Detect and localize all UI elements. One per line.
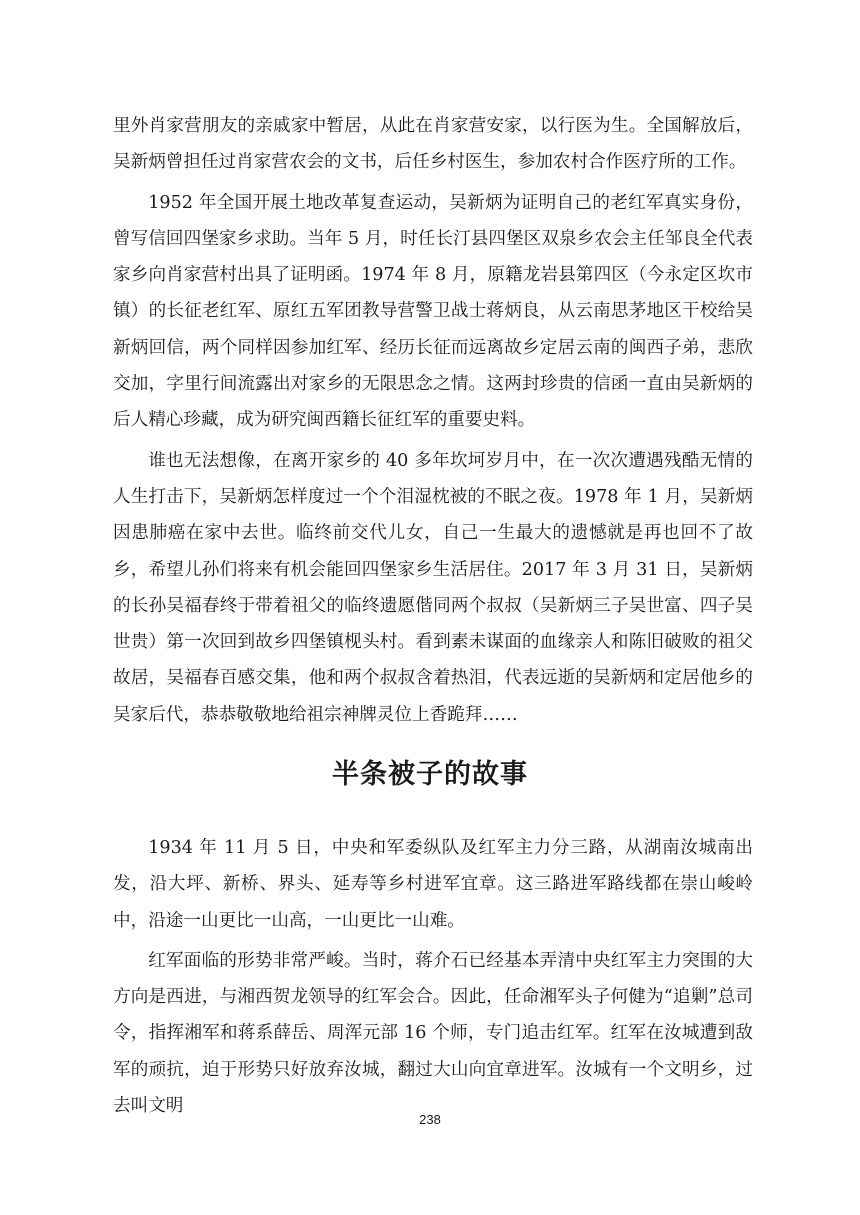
paragraph-march-1934: 1934 年 11 月 5 日，中央和军委纵队及红军主力分三路，从湖南汝城南出发，沿大坪、新桥、界头、延寿等乡村进军宜章。这三路进军路线都在崇山峻岭中，沿途一山更比一山高，一山更比一山难。 bbox=[113, 838, 753, 931]
section-2-text bbox=[113, 830, 753, 1128]
section-1-text bbox=[113, 108, 753, 737]
paragraph-continuation: 里外肖家营朋友的亲戚家中暂居，从此在肖家营安家，以行医为生。全国解放后，吴新炳曾担任过肖家营农会的文书，后任乡村医生，参加农村合作医疗所的工作。 bbox=[113, 116, 753, 173]
paragraph-situation: 红军面临的形势非常严峻。当时，蒋介石已经基本弄清中央红军主力突围的大方向是西进，与湘西贺龙领导的红军会合。因此，任命湘军头子何健为“追剿”总司令，指挥湘军和蒋系薛岳、周浑元部 16 个师，专门追击红军。红军在汝城遭到敌军的顽抗，迫于形势只好放弃汝城，翻过大山向宜章进军。汝城有一个文明乡，过去叫文明 bbox=[113, 950, 753, 1117]
paragraph-1952-letters: 1952 年全国开展土地改革复查运动，吴新炳为证明自己的老红军真实身份，曾写信回四堡家乡求助。当年 5 月，时任长汀县四堡区双泉乡农会主任邹良全代表家乡向肖家营村出具了证明函。1974 年 8 月，原籍龙岩县第四区（今永定区坎市镇）的长征老红军、原红五军团教导营警卫战士蒋炳良，从云南思茅地区干校给吴新炳回信，两个同样因参加红军、经历长征而远离故乡定居云南的闽西子弟，悲欣交加，字里行间流露出对家乡的无限思念之情。这两封珍贵的信函一直由吴新炳的后人精心珍藏，成为研究闽西籍长征红军的重要史料。 bbox=[113, 192, 753, 431]
page-number: 238 bbox=[419, 1112, 441, 1127]
section-title: 半条被子的故事 bbox=[332, 759, 528, 790]
paragraph-homecoming: 谁也无法想像，在离开家乡的 40 多年坎坷岁月中，在一次次遭遇残酷无情的人生打击下，吴新炳怎样度过一个个泪湿枕被的不眠之夜。1978 年 1 月，吴新炳因患肺癌在家中去世。临终前交代儿女，自己一生最大的遗憾就是再也回不了故乡，希望儿孙们将来有机会能回四堡家乡生活居住。2017 年 3 月 31 日，吴新炳的长孙吴福春终于带着祖父的临终遗愿偕同两个叔叔（吴新炳三子吴世富、四子吴世贵）第一次回到故乡四堡镇枧头村。看到素未谋面的血缘亲人和陈旧破败的祖父故居，吴福春百感交集，他和两个叔叔含着热泪，代表远逝的吴新炳和定居他乡的吴家后代，恭恭敬敬地给祖宗神牌灵位上香跪拜…… bbox=[113, 450, 753, 725]
